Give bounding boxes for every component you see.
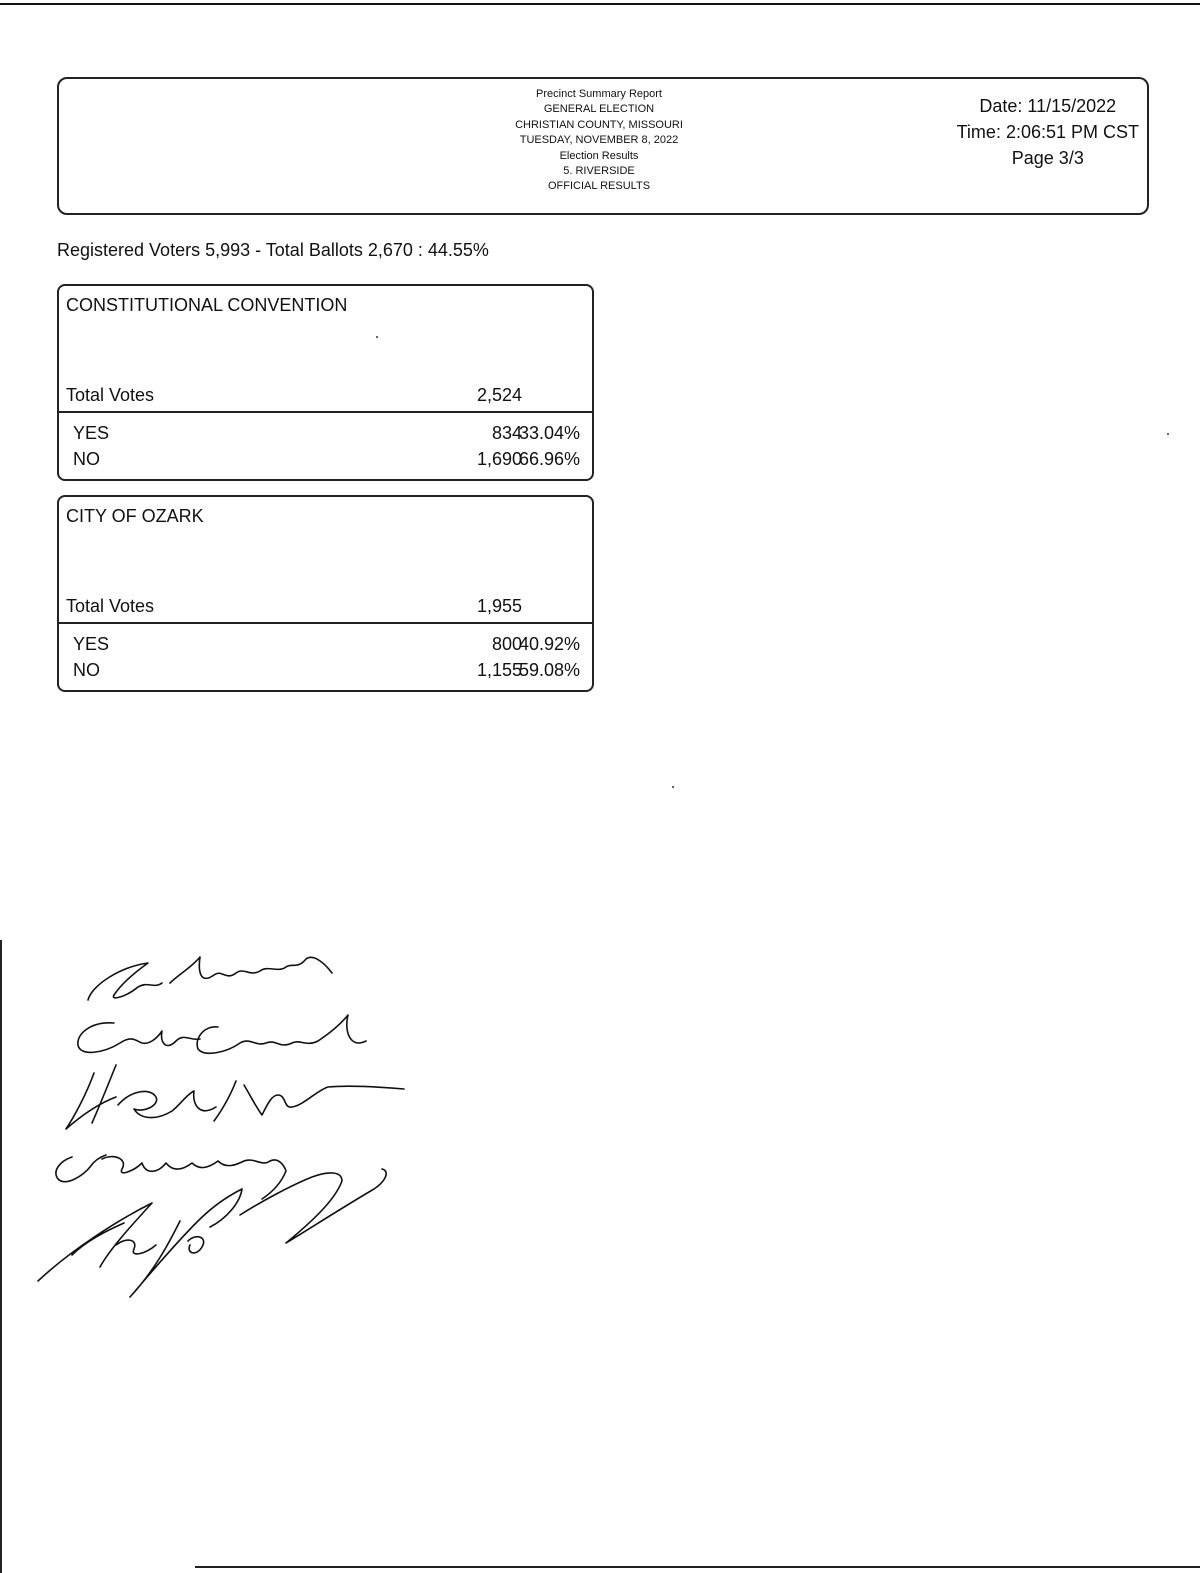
scan-border-top bbox=[0, 3, 1200, 5]
scan-border-bottom bbox=[195, 1566, 1200, 1568]
choice-votes: 1,155 bbox=[476, 660, 522, 680]
report-header-center bbox=[399, 87, 799, 195]
contest-constitutional-convention bbox=[57, 284, 594, 481]
choice-votes: 834 bbox=[491, 423, 522, 443]
contest-title: CONSTITUTIONAL CONVENTION bbox=[66, 295, 348, 315]
report-header bbox=[57, 77, 1149, 215]
contest-divider bbox=[59, 411, 592, 413]
scan-speck bbox=[1167, 433, 1169, 435]
choice-votes: 1,690 bbox=[476, 449, 522, 469]
scan-border-left bbox=[0, 940, 2, 1573]
choice-row bbox=[73, 449, 580, 473]
page-number: Page 3/3 bbox=[1011, 148, 1084, 168]
choice-row bbox=[73, 634, 580, 658]
report-header-meta bbox=[957, 93, 1139, 171]
report-title: Precinct Summary Report bbox=[536, 88, 662, 100]
contest-title: CITY OF OZARK bbox=[66, 506, 204, 526]
contest-city-of-ozark bbox=[57, 495, 594, 692]
choice-label: YES bbox=[73, 423, 110, 443]
signature-4 bbox=[56, 1155, 286, 1199]
choice-label: NO bbox=[73, 660, 100, 680]
choice-row bbox=[73, 423, 580, 447]
choice-row bbox=[73, 660, 580, 684]
total-votes-value: 1,955 bbox=[476, 596, 522, 616]
signature-2 bbox=[78, 1015, 366, 1053]
signature-5 bbox=[38, 1169, 386, 1297]
signature-3 bbox=[66, 1065, 404, 1129]
signature-1 bbox=[88, 957, 332, 1000]
report-date: Date: 11/15/2022 bbox=[979, 96, 1117, 116]
section-name: Election Results bbox=[559, 149, 639, 162]
choice-label: YES bbox=[73, 634, 110, 654]
election-name: GENERAL ELECTION bbox=[543, 103, 655, 116]
precinct-name: 5. RIVERSIDE bbox=[563, 165, 635, 178]
choice-percent: 59.08% bbox=[518, 660, 580, 680]
choice-votes: 800 bbox=[491, 634, 522, 654]
turnout-summary: Registered Voters 5,993 - Total Ballots 2,670 : 44.55% bbox=[57, 240, 489, 260]
choice-percent: 33.04% bbox=[518, 423, 580, 443]
signature-block bbox=[30, 945, 420, 1310]
choice-percent: 40.92% bbox=[518, 634, 580, 654]
results-status: OFFICIAL RESULTS bbox=[547, 180, 651, 193]
report-time: Time: 2:06:51 PM CST bbox=[956, 122, 1139, 142]
jurisdiction: CHRISTIAN COUNTY, MISSOURI bbox=[515, 118, 683, 131]
election-date: TUESDAY, NOVEMBER 8, 2022 bbox=[519, 134, 679, 147]
choice-label: NO bbox=[73, 449, 100, 469]
scan-speck bbox=[672, 786, 674, 788]
total-votes-label: Total Votes bbox=[66, 385, 155, 405]
total-votes-value: 2,524 bbox=[476, 385, 522, 405]
total-votes-label: Total Votes bbox=[66, 596, 155, 616]
contest-divider bbox=[59, 622, 592, 624]
choice-percent: 66.96% bbox=[518, 449, 580, 469]
scan-speck bbox=[376, 336, 378, 338]
